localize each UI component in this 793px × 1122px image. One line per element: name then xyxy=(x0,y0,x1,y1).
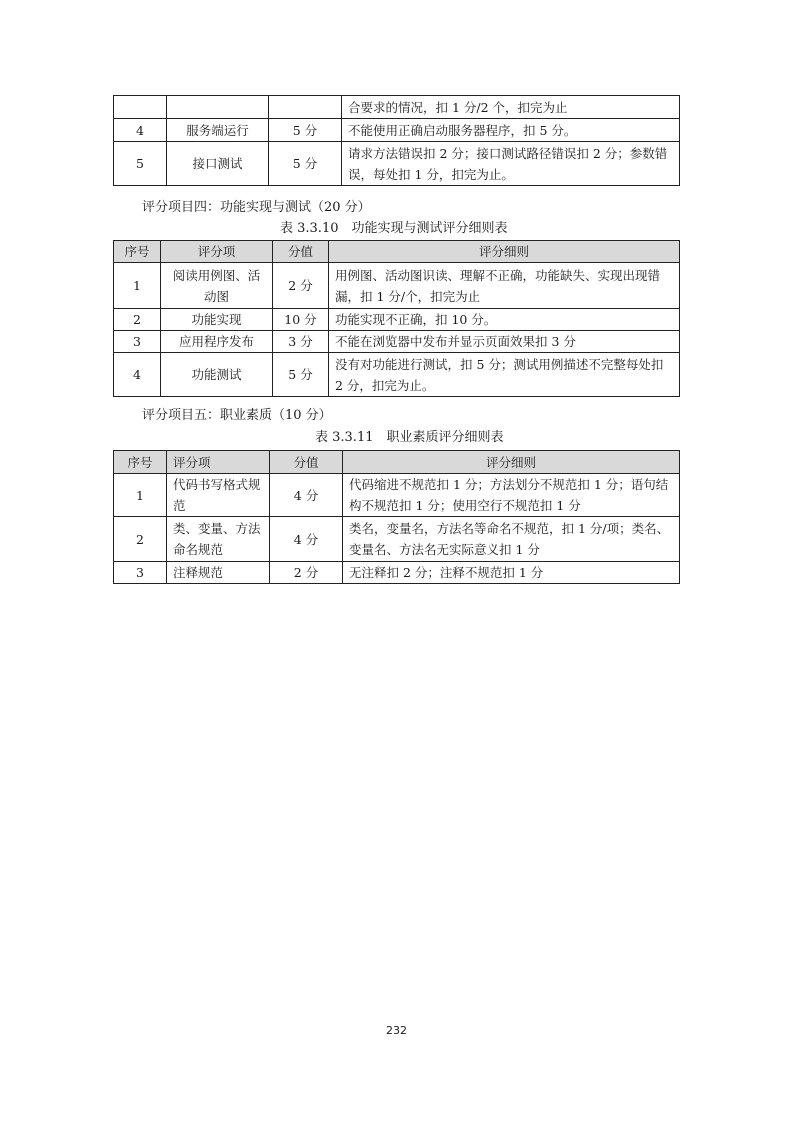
score-value: 2 分 xyxy=(273,263,329,309)
table-row xyxy=(114,309,680,331)
score-value: 4 分 xyxy=(270,474,343,517)
scoring-item: 阅读用例图、活动图 xyxy=(161,263,273,309)
scoring-item: 代码书写格式规范 xyxy=(167,474,270,517)
scoring-rule: 没有对功能进行测试，扣 5 分；测试用例描述不完整每处扣 2 分，扣完为止。 xyxy=(329,353,680,397)
scoring-rule: 不能在浏览器中发布并显示页面效果扣 3 分 xyxy=(329,331,680,353)
score-value: 4 分 xyxy=(270,517,343,562)
row-number: 4 xyxy=(114,353,161,397)
row-number: 2 xyxy=(114,517,167,562)
professional-quality-table xyxy=(113,450,680,584)
scoring-item: 接口测试 xyxy=(167,142,269,186)
score-value: 5 分 xyxy=(269,119,342,142)
column-header: 分值 xyxy=(270,451,343,474)
section-heading: 评分项目四：功能实现与测试（20 分） xyxy=(142,200,371,215)
column-header: 序号 xyxy=(114,241,161,263)
score-value: 10 分 xyxy=(273,309,329,331)
table-header-row xyxy=(114,241,680,263)
function-scoring-table xyxy=(113,240,680,397)
scoring-rule: 用例图、活动图识读、理解不正确，功能缺失、实现出现错漏，扣 1 分/个，扣完为止 xyxy=(329,263,680,309)
scoring-rule: 代码缩进不规范扣 1 分；方法划分不规范扣 1 分；语句结构不规范扣 1 分；使用空行不规范扣 1 分 xyxy=(343,474,680,517)
table-caption: 表 3.3.11 职业素质评分细则表 xyxy=(315,430,504,445)
score-value: 5 分 xyxy=(269,142,342,186)
column-header: 评分细则 xyxy=(329,241,680,263)
column-header: 分值 xyxy=(273,241,329,263)
score-value xyxy=(269,96,342,119)
section-heading: 评分项目五：职业素质（10 分） xyxy=(142,408,332,423)
scoring-item: 注释规范 xyxy=(167,562,270,584)
scoring-item: 服务端运行 xyxy=(167,119,269,142)
column-header: 评分项 xyxy=(161,241,273,263)
row-number: 4 xyxy=(114,119,167,142)
scoring-rule: 类名，变量名，方法名等命名不规范，扣 1 分/项；类名、变量名、方法名无实际意义扣 1 分 xyxy=(343,517,680,562)
scoring-rule: 功能实现不正确，扣 10 分。 xyxy=(329,309,680,331)
table-row xyxy=(114,96,680,119)
table-row xyxy=(114,119,680,142)
scoring-item xyxy=(167,96,269,119)
scoring-rule: 合要求的情况，扣 1 分/2 个，扣完为止 xyxy=(342,96,680,119)
row-number: 2 xyxy=(114,309,161,331)
row-number: 5 xyxy=(114,142,167,186)
page-number: 232 xyxy=(386,1024,407,1037)
scoring-item: 功能测试 xyxy=(161,353,273,397)
table-header-row xyxy=(114,451,680,474)
row-number xyxy=(114,96,167,119)
scoring-item: 应用程序发布 xyxy=(161,331,273,353)
table-row xyxy=(114,562,680,584)
row-number: 1 xyxy=(114,474,167,517)
table-row xyxy=(114,142,680,186)
table-row xyxy=(114,263,680,309)
column-header: 序号 xyxy=(114,451,167,474)
table-row xyxy=(114,353,680,397)
score-value: 2 分 xyxy=(270,562,343,584)
scoring-rule: 请求方法错误扣 2 分；接口测试路径错误扣 2 分；参数错误，每处扣 1 分，扣完为止。 xyxy=(342,142,680,186)
score-value: 5 分 xyxy=(273,353,329,397)
scoring-rule: 无注释扣 2 分；注释不规范扣 1 分 xyxy=(343,562,680,584)
scoring-table-continued xyxy=(113,95,680,186)
table-row xyxy=(114,474,680,517)
row-number: 3 xyxy=(114,331,161,353)
row-number: 1 xyxy=(114,263,161,309)
table-row xyxy=(114,517,680,562)
score-value: 3 分 xyxy=(273,331,329,353)
column-header: 评分细则 xyxy=(343,451,680,474)
row-number: 3 xyxy=(114,562,167,584)
table-row xyxy=(114,331,680,353)
column-header: 评分项 xyxy=(167,451,270,474)
table-caption: 表 3.3.10 功能实现与测试评分细则表 xyxy=(280,221,508,236)
scoring-item: 类、变量、方法命名规范 xyxy=(167,517,270,562)
scoring-item: 功能实现 xyxy=(161,309,273,331)
scoring-rule: 不能使用正确启动服务器程序，扣 5 分。 xyxy=(342,119,680,142)
